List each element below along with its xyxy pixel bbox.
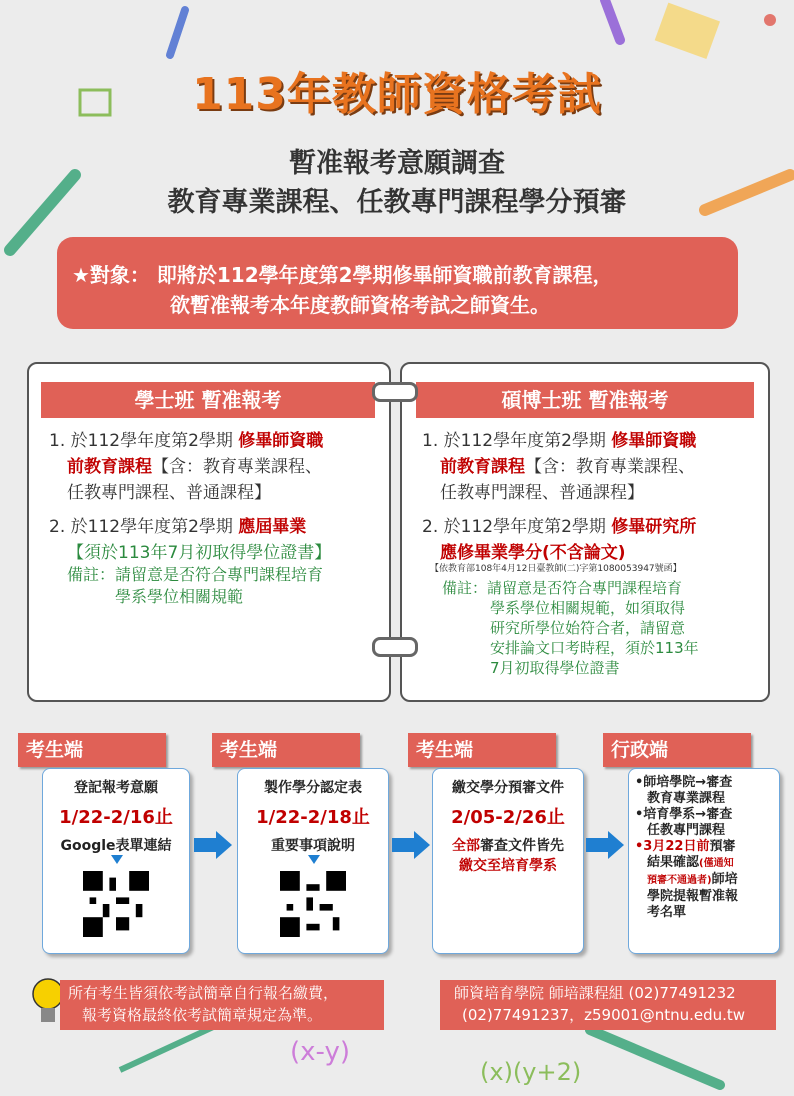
step3-instruction-line2: 繳交至培育學系: [459, 858, 557, 874]
bachelor-panel: [27, 362, 391, 702]
step4-details: •師培學院→審查 教育專業課程 •培育學系→審查 任教專門課程 •3月22日前預審 結果確認(僅通知 預審不通過者)師培 學院提報暫准報 考名單: [635, 775, 739, 920]
paint-icon: [764, 14, 776, 26]
graduate-item2: 2. 於112學年度第2學期 修畢研究所 應修畢業學分(不含論文): [422, 517, 697, 563]
step1-tab: 考生端: [18, 733, 166, 767]
binder-ring-icon: [372, 637, 418, 657]
binder-ring-icon: [372, 382, 418, 402]
svg-text:(x)(y+2): (x)(y+2): [480, 1058, 582, 1086]
step4-card: [628, 768, 780, 954]
book-icon: [655, 3, 720, 59]
svg-text:(x-y): (x-y): [290, 1037, 350, 1067]
target-box: [57, 237, 738, 329]
flow-arrow-icon: [586, 838, 608, 852]
subtitle-credit-review: 教育專業課程、任教專門課程學分預審: [167, 187, 627, 218]
graduate-reference: 【依教育部108年4月12日臺教師(二)字第1080053947號函】: [430, 564, 682, 574]
step1-date: 1/22-2/16止: [59, 807, 173, 828]
arrow-down-icon: [111, 855, 123, 864]
qr-code-icon[interactable]: [83, 871, 149, 937]
footer-notice: 所有考生皆須依考試簡章自行報名繳費， 報考資格最終依考試簡章規定為準。: [60, 980, 384, 1030]
graduate-panel: [400, 362, 770, 702]
step4-tab: 行政端: [603, 733, 751, 767]
step2-card: [237, 768, 389, 954]
step1-google-form-link[interactable]: Google表單連結: [60, 838, 172, 854]
step1-title: 登記報考意願: [74, 780, 158, 796]
step3-title: 繳交學分預審文件: [452, 780, 564, 796]
flow-arrow-icon: [392, 838, 414, 852]
subtitle-survey: 暫准報考意願調查: [289, 148, 505, 179]
step2-date: 1/22-2/18止: [256, 807, 370, 828]
graduate-panel-header: 碩博士班 暫准報考: [416, 382, 754, 418]
step3-date: 2/05-2/26止: [451, 807, 565, 828]
footer-contact: 師資培育學院 師培課程組 (02)77491232 (02)77491237，z59001@ntnu.edu.tw: [440, 980, 776, 1030]
graduate-item1: 1. 於112學年度第2學期 修畢師資職 前教育課程【含：教育專業課程、 任教專門課程、普通課程】: [422, 431, 697, 503]
step2-title: 製作學分認定表: [264, 780, 362, 796]
step3-tab: 考生端: [408, 733, 556, 767]
bachelor-item1: 1. 於112學年度第2學期 修畢師資職 前教育課程【含：教育專業課程、 任教專門課程、普通課程】: [49, 431, 324, 503]
flow-arrow-icon: [194, 838, 216, 852]
step3-instruction-line1: 全部審查文件皆先: [452, 838, 564, 854]
arrow-down-icon: [308, 855, 320, 864]
pencil-icon: [170, 10, 185, 55]
pencil-icon: [590, 1030, 720, 1085]
pencil-icon: [605, 0, 620, 40]
qr-code-icon[interactable]: [280, 871, 346, 937]
bachelor-note: 備註：請留意是否符合專門課程培育 學系學位相關規範: [67, 565, 324, 606]
target-line1: ★對象： 即將於112學年度第2學期修畢師資職前教育課程，: [72, 263, 613, 287]
step1-card: [42, 768, 190, 954]
step2-notes-link[interactable]: 重要事項說明: [271, 838, 355, 854]
flow-arrow-icon: [216, 831, 232, 859]
flow-arrow-icon: [414, 831, 430, 859]
bachelor-item2: 2. 於112學年度第2學期 應屆畢業 【須於113年7月初取得學位證書】: [49, 517, 332, 563]
target-line2: 欲暫准報考本年度教師資格考試之師資生。: [170, 293, 550, 317]
step3-card: [432, 768, 584, 954]
graduate-note: 備註：請留意是否符合專門課程培育 學系學位相關規範，如須取得 研究所學位始符合者，請留意 安排論文口考時程，須於113年 7月初取得學位證書: [442, 579, 699, 677]
page-title: 113年教師資格考試: [192, 69, 602, 120]
step2-tab: 考生端: [212, 733, 360, 767]
bachelor-panel-header: 學士班 暫准報考: [41, 382, 375, 418]
flow-arrow-icon: [608, 831, 624, 859]
